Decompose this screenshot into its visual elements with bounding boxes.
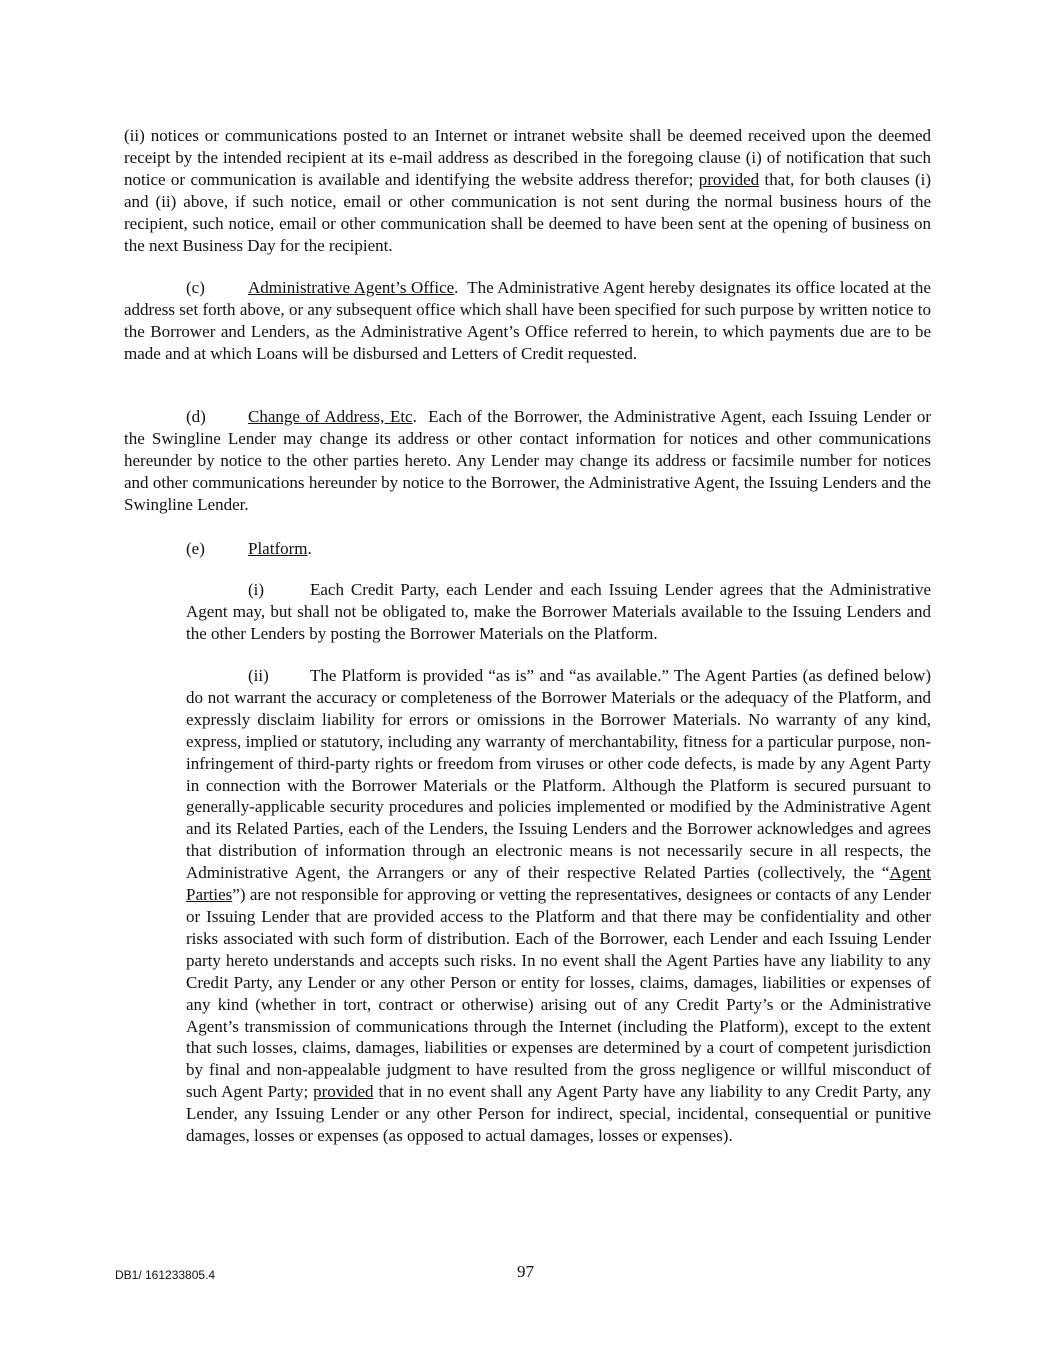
section-e-sub-i-paragraph <box>186 579 931 645</box>
section-e-sub-ii-label: (ii) <box>248 666 269 685</box>
section-e-heading-line: (e) Platform. <box>186 539 312 558</box>
provided-term-2: provided <box>313 1082 374 1102</box>
section-e-sub-i-label: (i) <box>248 580 265 599</box>
section-e-label: (e) <box>186 539 205 558</box>
footer-document-id: DB1/ 161233805.4 <box>115 1268 216 1282</box>
agent-parties-term: Agent Parties <box>186 863 931 905</box>
para-ii-rest: that, for both clauses (i) and (ii) above, if such notice, email or other communication is not sent during the normal business hours of the recipient, such notice, email or other communication shall be deemed to have been sent at the opening of business on the next Business Day for the recipient. <box>124 169 932 255</box>
section-d-label: (d) <box>186 407 206 426</box>
section-c-label: (c) <box>186 278 205 297</box>
section-e-sub-ii-text-c: that in no event shall any Agent Party have any liability to any Credit Party, any Lender, any Issuing Lender or any other Person for indirect, special, incidental, consequential or punitive damages, losses or expenses (as opposed to actual damages, losses or expenses). <box>186 1082 931 1146</box>
section-d-text: Each of the Borrower, the Administrative Agent, each Issuing Lender or the Swingline Lender may change its address or other contact information for notices and other communications hereunder by notice to the other parties hereto. Any Lender may change its address or facsimile number for notices and other communications hereunder by notice to the Borrower, the Administrative Agent, the Issuing Lenders and the Swingline Lender. <box>124 407 932 514</box>
section-c-paragraph: (c) Administrative Agent’s Office. The Administrative Agent hereby designates its office located at the address set forth above, or any subsequent office which shall have been specified for such purpose by written notice to the Borrower and Lenders, as the Administrative Agent’s Office referred to herein, to which payments due are to be made and at which Loans will be disbursed and Letters of Credit requested. <box>124 278 931 363</box>
paragraph-notices-ii <box>124 125 931 256</box>
section-e-sub-ii-text-b: ”) are not responsible for approving or vetting the representatives, designees or contacts of any Lender or Issuing Lender that are provided access to the Platform and that there may be confidentiality and other risks associated with such form of distribution. Each of the Borrower, each Lender and each Issuing Lender party hereto understands and accepts such risks. In no event shall the Agent Parties have any liability to any Credit Party, any Lender or any other Person or entity for losses, claims, damages, liabilities or expenses of any kind (whether in tort, contract or otherwise) arising out of any Credit Party’s or the Administrative Agent’s transmission of communications through the Internet (including the Platform), except to the extent that such losses, claims, damages, liabilities or expenses are determined by a court of competent jurisdiction by final and non-appealable judgment to have resulted from the gross negligence or willful misconduct of such Agent Party; <box>186 885 931 1102</box>
section-e-heading: Platform <box>248 539 308 558</box>
section-d-paragraph: (d) Change of Address, Etc. Each of the Borrower, the Administrative Agent, each Issuing Lender or the Swingline Lender may change its address or other contact information for notices and other communications hereunder by notice to the other parties hereto. Any Lender may change its address or facsimile number for notices and other communications hereunder by notice to the Borrower, the Administrative Agent, the Issuing Lenders and the Swingline Lender. <box>124 407 932 514</box>
section-d-heading: Change of Address, Etc <box>248 407 413 426</box>
section-c-text: The Administrative Agent hereby designates its office located at the address set forth above, or any subsequent office which shall have been specified for such purpose by written notice to the Borrower and Lenders, as the Administrative Agent’s Office referred to herein, to which payments due are to be made and at which Loans will be disbursed and Letters of Credit requested. <box>124 278 931 363</box>
section-c-heading: Administrative Agent’s Office <box>248 278 455 297</box>
provided-term: provided <box>698 169 760 189</box>
page-number: 97 <box>517 1262 534 1281</box>
section-e-sub-ii-text-a: The Platform is provided “as is” and “as available.” The Agent Parties (as defined below) do not warrant the accuracy or completeness of the Borrower Materials or the adequacy of the Platform, and expressly disclaim liability for errors or omissions in the Borrower Materials. No warranty of any kind, express, implied or statutory, including any warranty of merchantability, fitness for a particular purpose, non-infringement of third-party rights or freedom from viruses or other code defects, is made by any Agent Party in connection with the Borrower Materials or the Platform. Although the Platform is secured pursuant to generally-applicable security procedures and policies implemented or modified by the Administrative Agent and its Related Parties, each of the Lenders, the Issuing Lenders and the Borrower acknowledges and agrees that distribution of information through an electronic means is not necessarily secure in all respects, the Administrative Agent, the Arrangers or any of their respective Related Parties (collectively, the “ <box>186 666 931 883</box>
section-e-sub-i-text: Each Credit Party, each Lender and each Issuing Lender agrees that the Administrative Agent may, but shall not be obligated to, make the Borrower Materials available to the Issuing Lenders and the other Lenders by posting the Borrower Materials on the Platform. <box>186 580 931 643</box>
para-ii-text: (ii) notices or communications posted to an Internet or intranet website shall be deemed received upon the deemed receipt by the intended recipient at its e-mail address as described in the foregoing clause (i) of notification that such notice or communication is available and identifying the website address therefor; <box>124 126 931 189</box>
section-e-sub-ii-paragraph <box>186 665 931 1147</box>
